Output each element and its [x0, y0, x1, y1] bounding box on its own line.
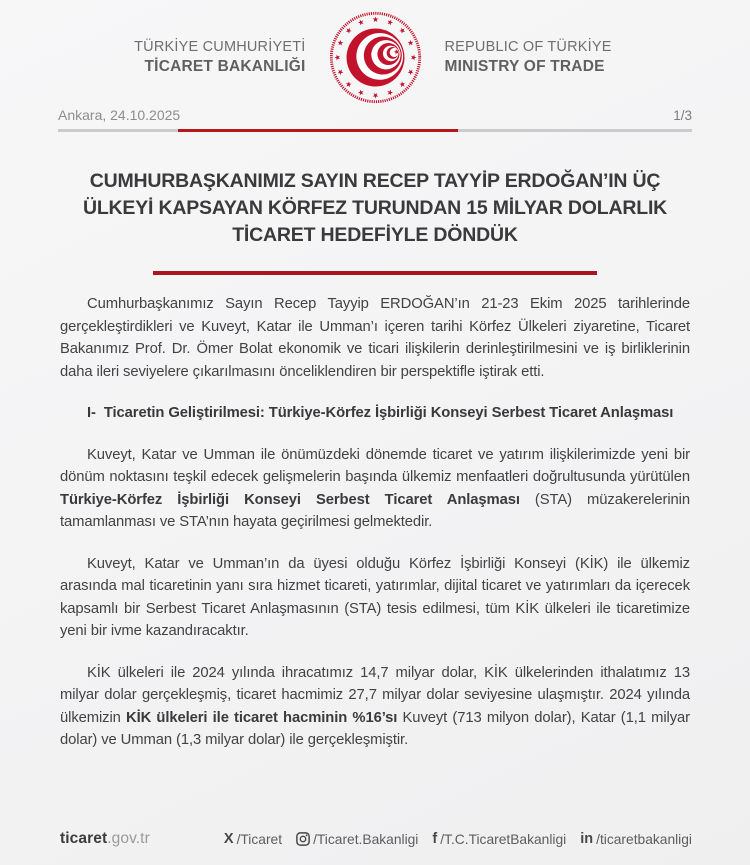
title-divider: [153, 271, 597, 275]
paragraph-1: Cumhurbaşkanımız Sayın Recep Tayyip ERDOĞAN’ın 21-23 Ekim 2025 tarihlerinde gerçekleştirdikleri ve Kuveyt, Katar ile Umman’ı içeren tarihi Körfez Ülkeleri ziyaretine, Ticaret Bakanımız Prof. Dr. Ömer Bolat ekonomik ve ticari ilişkilerin derinleştirilmesini ve iş birliklerinin daha ileri seviyelere çıkarılmasını önceliklendiren bir perspektifle iştirak etti.: [60, 296, 690, 380]
website-link[interactable]: [60, 830, 150, 848]
social-linkedin-link[interactable]: [580, 832, 692, 847]
date-row: [58, 107, 692, 123]
title-line-3: TİCARET HEDEFİYLE DÖNDÜK: [232, 224, 518, 246]
paragraph-2-post: (STA) müzakerelerinin tamamlanması ve STA’nın hayata geçirilmesi gelmektedir.: [60, 491, 690, 530]
paragraph-3: Kuveyt, Katar ve Umman’ın da üyesi olduğu Körfez İşbirliği Konseyi (KİK) ile ülkemiz arasında mal ticaretinin yanı sıra hizmet ticareti, yatırımlar, dijital ticaret ve yatırımları da içerecek kapsamlı bir Serbest Ticaret Anlaşmasının (STA) tesis edilmesi, tüm KİK ülkeleri ile ticaretimize yeni bir ivme kazandıracaktır.: [60, 555, 690, 639]
paragraph-4-pre: KİK ülkeleri ile 2024 yılında ihracatımız 14,7 milyar dolar, KİK ülkelerinden ithalatımız 13 milyar dolar gerçekleşmiş, ticaret hacmimiz 27,7 milyar dolar seviyesine ulaşmıştır. 2024 yılında ülkemizin: [60, 664, 690, 726]
org-name-turkish: [78, 38, 306, 77]
paragraph-2-bold: Türkiye-Körfez İşbirliği Konseyi Serbest Ticaret Anlaşması: [60, 491, 520, 508]
title-line-1: CUMHURBAŞKANIMIZ SAYIN RECEP TAYYİP ERDOĞAN’IN ÜÇ: [89, 170, 661, 192]
paragraph-2-pre: Kuveyt, Katar ve Umman ile önümüzdeki dönemde ticaret ve yatırım ilişkilerimizde yeni bir dönüm noktasını teşkil edecek gelişmelerin başında ülkemiz menfaatleri doğrultusunda yürütülen: [60, 446, 690, 485]
paragraph-4-bold: KİK ülkeleri ile ticaret hacminin %16’sı: [126, 709, 398, 726]
org-english-line2: MINISTRY OF TRADE: [444, 58, 605, 75]
paragraph-2: [60, 444, 690, 534]
social-links: [224, 832, 692, 847]
org-name-english: [445, 38, 673, 77]
social-instagram-handle: /Ticaret.Bakanligi: [313, 831, 419, 847]
paragraph-4: [60, 662, 690, 752]
social-x-link[interactable]: [224, 832, 282, 847]
org-turkish-line2: TİCARET BAKANLIĞI: [144, 58, 306, 75]
social-linkedin-handle: /ticaretbakanligi: [596, 831, 692, 847]
page-indicator: 1/3: [673, 108, 692, 123]
title-line-2: ÜLKEYİ KAPSAYAN KÖRFEZ TURUNDAN 15 MİLYAR DOLARLIK: [82, 197, 668, 219]
facebook-icon: f: [432, 831, 438, 847]
ministry-logo-icon: [328, 10, 423, 105]
header-divider-red-segment: [178, 129, 458, 132]
linkedin-icon: in: [580, 831, 594, 847]
section-1-heading: I- Ticaretin Geliştirilmesi: Türkiye-Körfez İşbirliği Konseyi Serbest Ticaret Anlaşması: [87, 405, 674, 421]
paragraph-4-post: Kuveyt (713 milyon dolar), Katar (1,1 milyar dolar) ve Umman (1,3 milyar dolar) ile gerçekleşmiştir.: [60, 709, 690, 748]
social-facebook-handle: /T.C.TicaretBakanligi: [440, 831, 567, 847]
header-divider: [58, 129, 692, 132]
dateline: Ankara, 24.10.2025: [58, 107, 181, 123]
masthead: [0, 0, 750, 105]
org-turkish-line1: TÜRKİYE CUMHURİYETİ: [134, 39, 306, 55]
x-twitter-icon: X: [223, 831, 234, 847]
social-instagram-link[interactable]: [296, 832, 418, 847]
social-x-handle: /Ticaret: [236, 831, 283, 847]
org-english-line1: REPUBLIC OF TÜRKİYE: [444, 39, 612, 55]
footer: [60, 830, 692, 848]
website-bold: ticaret: [60, 830, 108, 847]
instagram-icon: [296, 832, 310, 846]
social-facebook-link[interactable]: [432, 832, 566, 847]
press-release-body: [60, 293, 690, 752]
website-rest: .gov.tr: [107, 830, 150, 847]
page-title: [0, 168, 750, 249]
